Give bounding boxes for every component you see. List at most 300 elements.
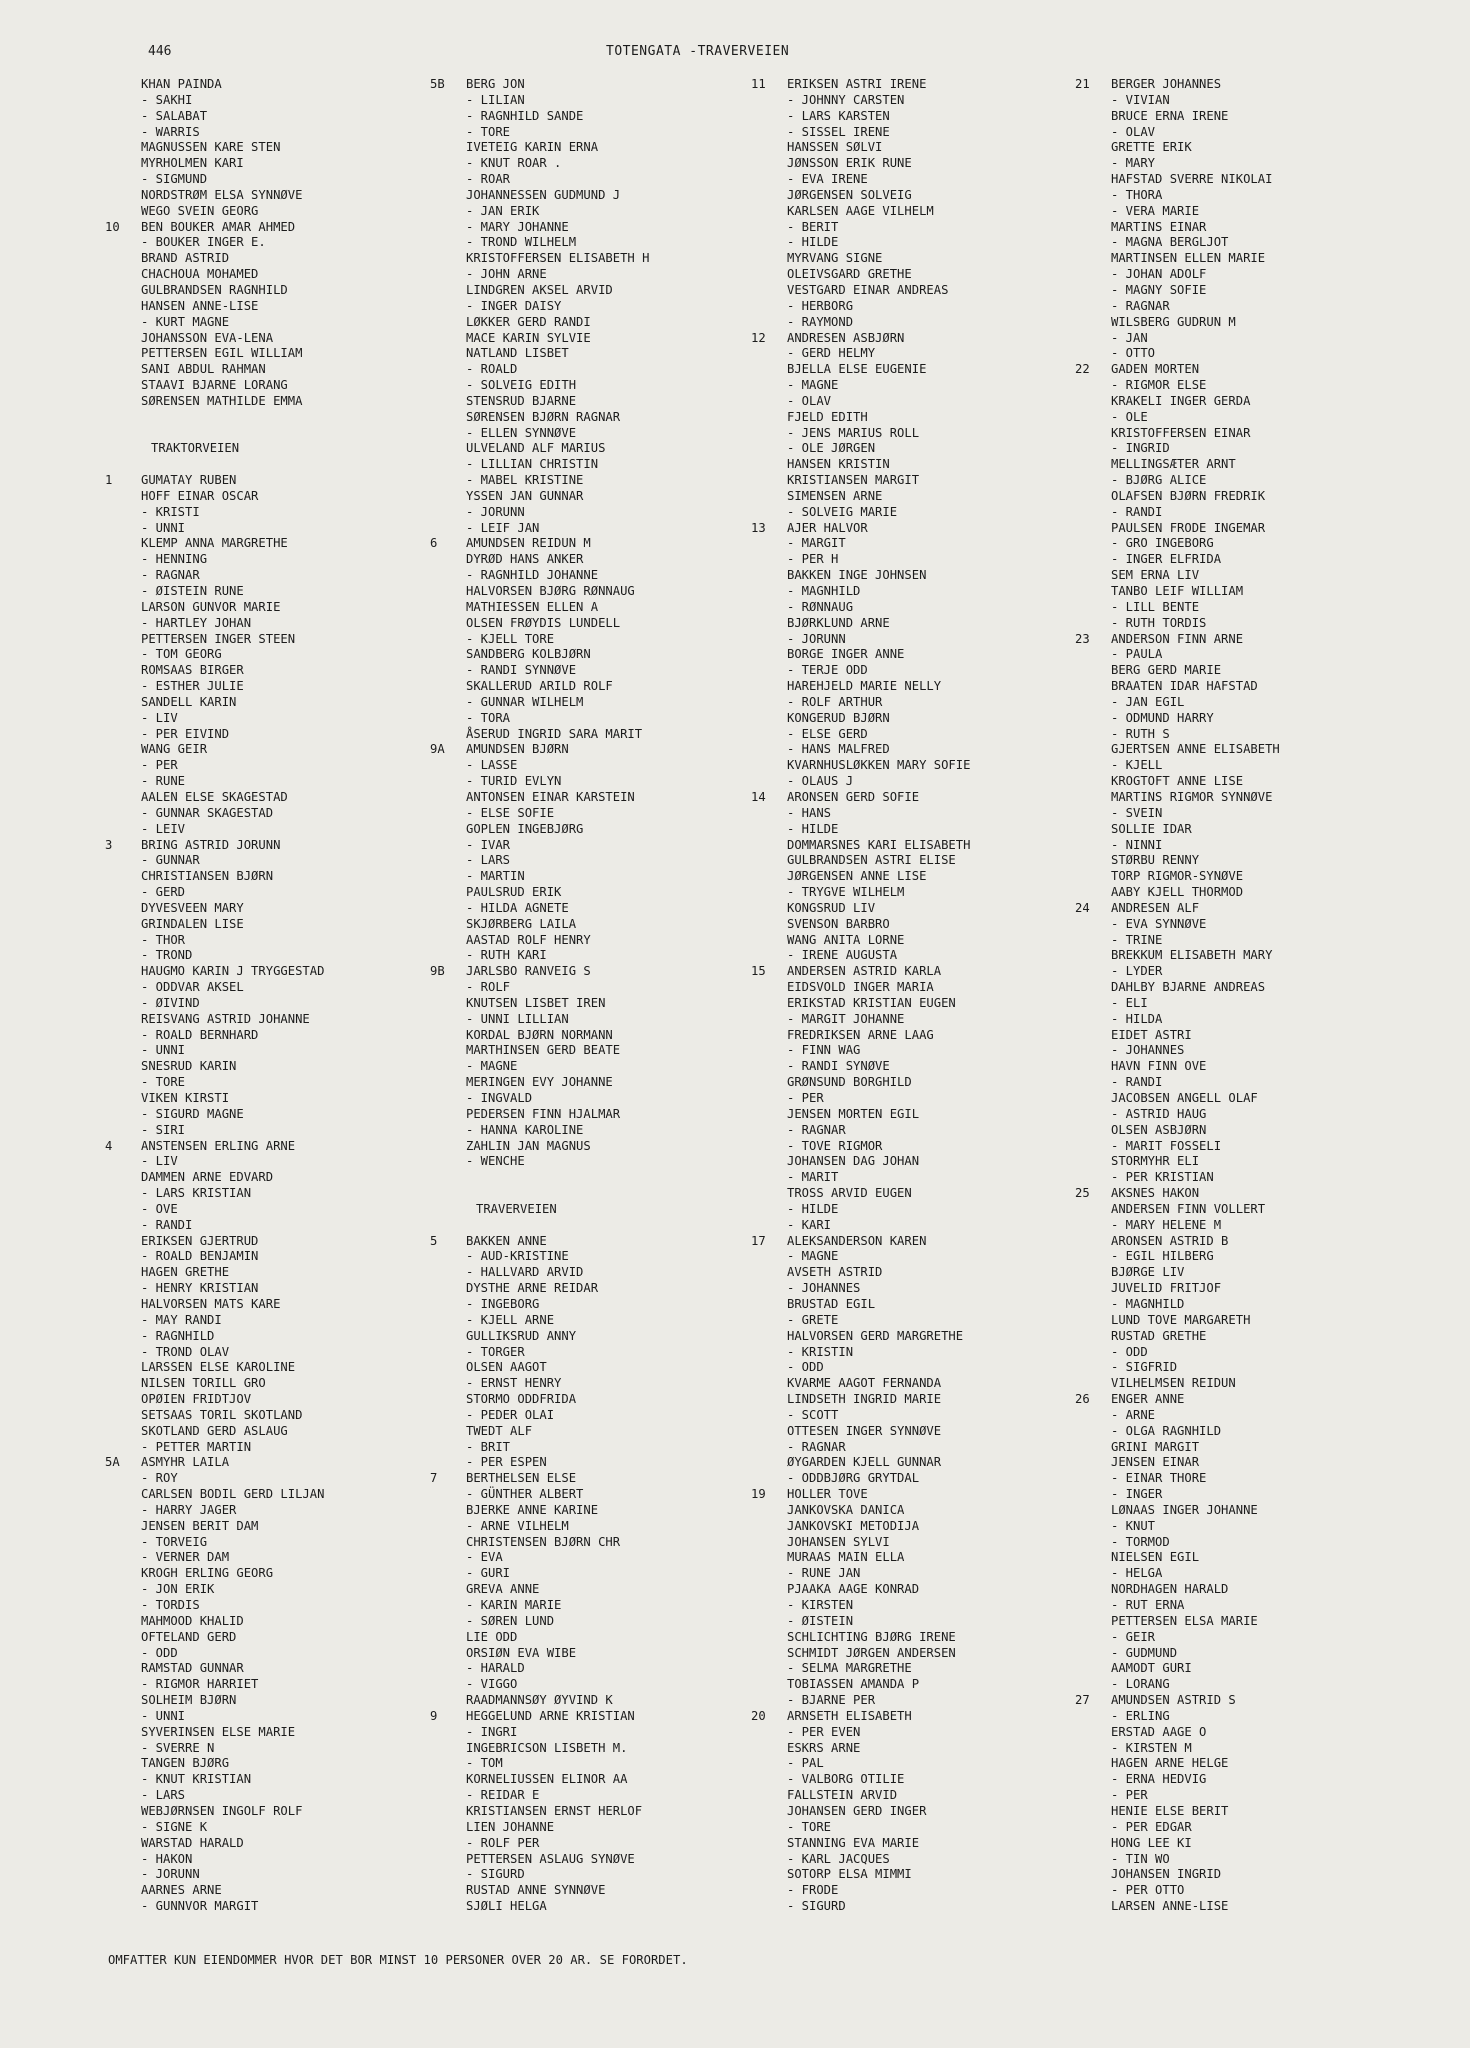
resident-name: JUVELID FRITJOF [1111, 1281, 1222, 1296]
resident-line [141, 632, 324, 648]
resident-line [787, 774, 970, 790]
resident-line [141, 584, 324, 600]
resident-line [141, 1535, 324, 1551]
resident-name: - KARIN MARIE [466, 1598, 562, 1612]
resident-line [141, 1661, 324, 1677]
resident-line [466, 521, 649, 537]
resident-name: - AUD-KRISTINE [466, 1249, 569, 1264]
resident-name: JOHANSEN SYLVI [787, 1534, 890, 1549]
resident-line [105, 837, 324, 854]
resident-line [787, 1455, 970, 1471]
resident-line [466, 1503, 649, 1519]
resident-name: HEGGELUND ARNE KRISTIAN [466, 1708, 635, 1723]
resident-line [141, 774, 324, 790]
resident-name: KROGTOFT ANNE LISE [1111, 774, 1244, 789]
resident-line [141, 521, 324, 537]
resident-name: MAHMOOD KHALID [141, 1613, 244, 1628]
resident-line [1111, 1218, 1280, 1234]
resident-name: LARSEN ANNE-LISE [1111, 1899, 1229, 1914]
resident-line [1111, 1772, 1280, 1788]
resident-name: OTTESEN INGER SYNNØVE [787, 1423, 942, 1438]
resident-name: CARLSEN BODIL GERD LILJAN [141, 1487, 325, 1502]
resident-name: - ODMUND HARRY [1111, 710, 1214, 725]
resident-line [466, 1535, 649, 1551]
resident-line [466, 188, 649, 204]
resident-line [1111, 647, 1280, 663]
house-number: 22 [1075, 362, 1090, 377]
resident-name: - UNNI [141, 1708, 186, 1723]
resident-name: ANDERSEN ASTRID KARLA [787, 964, 942, 979]
resident-line [787, 172, 970, 188]
resident-line [141, 457, 324, 473]
resident-line [466, 426, 649, 442]
resident-name: JOHANSEN INGRID [1111, 1867, 1222, 1882]
resident-line [141, 1725, 324, 1741]
resident-name: ERIKSEN GJERTRUD [141, 1233, 259, 1248]
resident-name: JANKOVSKA DANICA [787, 1502, 905, 1517]
resident-name: - HAKON [141, 1851, 193, 1866]
resident-name: STANNING EVA MARIE [787, 1835, 920, 1850]
resident-line [466, 1249, 649, 1265]
resident-name: BERG JON [466, 77, 525, 91]
resident-name: - INGER [1111, 1487, 1163, 1502]
resident-name: - BJARNE PER [787, 1693, 876, 1708]
resident-name: ARONSEN ASTRID B [1111, 1233, 1229, 1248]
resident-name: - LASSE [466, 758, 518, 773]
resident-name: MAGNUSSEN KARE STEN [141, 140, 281, 155]
resident-line [1111, 1249, 1280, 1265]
resident-name: ALEKSANDERSON KAREN [787, 1233, 927, 1248]
resident-line [1111, 220, 1280, 236]
resident-name: - ARNE [1111, 1407, 1156, 1422]
resident-line [466, 632, 649, 648]
resident-name: STØRBU RENNY [1111, 853, 1200, 868]
resident-name: - KIRSTEN M [1111, 1740, 1192, 1755]
house-number: 24 [1075, 900, 1090, 915]
resident-line [1111, 869, 1280, 885]
resident-name: ASMYHR LAILA [141, 1455, 230, 1470]
resident-line [787, 140, 970, 156]
resident-line [466, 1598, 649, 1614]
resident-name: - KNUT [1111, 1518, 1156, 1533]
resident-line [466, 109, 649, 125]
resident-name: KVARME AAGOT FERNANDA [787, 1376, 942, 1391]
resident-name: ESKRS ARNE [787, 1740, 861, 1755]
resident-line [1111, 1329, 1280, 1345]
resident-line [141, 1630, 324, 1646]
resident-name: KRISTOFFERSEN ELISABETH H [466, 251, 650, 266]
resident-name: HAREHJELD MARIE NELLY [787, 679, 942, 694]
resident-line [787, 948, 970, 964]
resident-name: - MAGNE [787, 1249, 839, 1264]
resident-name: TANBO LEIF WILLIAM [1111, 584, 1244, 598]
resident-name: - ODD [1111, 1344, 1148, 1359]
resident-line [787, 1598, 970, 1614]
resident-line [787, 1630, 970, 1646]
resident-line [1111, 1661, 1280, 1677]
resident-name: - HELGA [1111, 1566, 1163, 1581]
resident-name: - RAGNAR [1111, 298, 1170, 313]
resident-name: SJØLI HELGA [466, 1899, 547, 1914]
resident-name: KLEMP ANNA MARGRETHE [141, 536, 288, 551]
resident-name: MATHIESSEN ELLEN A [466, 599, 599, 614]
resident-line [787, 1154, 970, 1170]
resident-line [466, 663, 649, 679]
resident-line [141, 869, 324, 885]
resident-line [787, 1329, 970, 1345]
resident-line [141, 663, 324, 679]
resident-line [466, 1646, 649, 1662]
resident-line [787, 663, 970, 679]
house-number: 17 [751, 1233, 766, 1248]
resident-name: GULLIKSRUD ANNY [466, 1328, 577, 1343]
resident-name: OLAFSEN BJØRN FREDRIK [1111, 488, 1266, 503]
resident-name: SOTORP ELSA MIMMI [787, 1867, 912, 1882]
resident-name: NORDSTRØM ELSA SYNNØVE [141, 187, 303, 202]
resident-line [141, 109, 324, 125]
resident-line [141, 125, 324, 141]
resident-line [141, 235, 324, 251]
resident-name: HANSEN KRISTIN [787, 457, 890, 472]
resident-line [466, 1424, 649, 1440]
resident-name: - TROND OLAV [141, 1344, 230, 1359]
resident-line [1111, 838, 1280, 854]
resident-name: - LORANG [1111, 1677, 1170, 1692]
house-number: 26 [1075, 1392, 1090, 1407]
resident-line [141, 1741, 324, 1757]
resident-line [466, 93, 649, 109]
resident-line [1111, 267, 1280, 283]
resident-name: PETTERSEN INGER STEEN [141, 631, 296, 646]
resident-name: PETTERSEN EGIL WILLIAM [141, 346, 303, 361]
resident-line [466, 1852, 649, 1868]
resident-name: RUSTAD GRETHE [1111, 1328, 1207, 1343]
resident-name: TORP RIGMOR-SYNØVE [1111, 869, 1244, 884]
resident-name: - PER [1111, 1788, 1148, 1803]
resident-line [430, 1471, 649, 1487]
resident-name: - EINAR THORE [1111, 1471, 1207, 1486]
resident-line [141, 156, 324, 172]
resident-line [1111, 1345, 1280, 1361]
resident-line [141, 1756, 324, 1772]
resident-name: - RANDI [1111, 1075, 1163, 1090]
resident-name: - PETTER MARTIN [141, 1439, 252, 1454]
house-number: 6 [430, 536, 438, 551]
resident-line [466, 1107, 649, 1123]
resident-line [787, 838, 970, 854]
resident-line [1075, 362, 1280, 378]
resident-line [466, 1281, 649, 1297]
resident-name: ANTONSEN EINAR KARSTEIN [466, 789, 635, 804]
house-number: 3 [105, 837, 113, 852]
resident-name: GRØNSUND BORGHILD [787, 1075, 912, 1090]
resident-line [466, 1566, 649, 1582]
resident-line [1111, 1154, 1280, 1170]
resident-name: SETSAAS TORIL SKOTLAND [141, 1407, 303, 1422]
resident-line [466, 1820, 649, 1836]
resident-name: - RAYMOND [787, 314, 854, 329]
resident-name: GADEN MORTEN [1111, 362, 1200, 377]
resident-name: KONGSRUD LIV [787, 900, 876, 915]
resident-name: PAULSRUD ERIK [466, 885, 562, 900]
resident-line [787, 1281, 970, 1297]
resident-line [1111, 806, 1280, 822]
resident-name: VIKEN KIRSTI [141, 1091, 230, 1105]
resident-line [787, 647, 970, 663]
resident-line [787, 109, 970, 125]
resident-name: NORDHAGEN HARALD [1111, 1582, 1229, 1597]
resident-name: - SIGURD [466, 1867, 525, 1882]
resident-name: - SIGURD MAGNE [141, 1106, 244, 1121]
resident-line [1111, 552, 1280, 568]
resident-name: - MARIT [787, 1170, 839, 1185]
resident-line [1111, 235, 1280, 251]
resident-line [1111, 1852, 1280, 1868]
resident-line [466, 1265, 649, 1281]
resident-line [466, 933, 649, 949]
resident-line [1111, 1503, 1280, 1519]
resident-name: SOLLIE IDAR [1111, 821, 1192, 836]
resident-name: - HALLVARD ARVID [466, 1265, 584, 1280]
house-number: 7 [430, 1471, 438, 1486]
resident-line [141, 1424, 324, 1440]
resident-name: JENSEN EINAR [1111, 1455, 1200, 1470]
resident-line [787, 1566, 970, 1582]
resident-line [1111, 172, 1280, 188]
resident-line [466, 1123, 649, 1139]
resident-line [466, 346, 649, 362]
resident-name: - RUTH KARI [466, 948, 547, 963]
resident-name: - GUNNAR [141, 853, 200, 868]
resident-line [466, 822, 649, 838]
resident-name: - INGER DAISY [466, 298, 562, 313]
resident-line [1111, 1281, 1280, 1297]
resident-name: - ELI [1111, 995, 1148, 1010]
resident-line [141, 600, 324, 616]
resident-line [1111, 299, 1280, 315]
resident-line [466, 1313, 649, 1329]
page-title: TOTENGATA -TRAVERVEIEN [606, 44, 790, 59]
resident-line [787, 1677, 970, 1693]
resident-name: KNUTSEN LISBET IREN [466, 995, 606, 1010]
resident-name: - JOHNNY CARSTEN [787, 92, 905, 107]
resident-line [787, 536, 970, 552]
resident-name: TWEDT ALF [466, 1423, 533, 1438]
resident-name: - JOHANNES [1111, 1043, 1185, 1058]
resident-name: SANI ABDUL RAHMAN [141, 362, 266, 377]
resident-name: - GUNNAR WILHELM [466, 694, 584, 709]
resident-name: OLSEN FRØYDIS LUNDELL [466, 615, 621, 630]
resident-name: - VERNER DAM [141, 1550, 230, 1565]
resident-line [787, 1123, 970, 1139]
resident-line [787, 1313, 970, 1329]
resident-line [466, 251, 649, 267]
resident-name: HANSEN ANNE-LISE [141, 298, 259, 313]
resident-name: KHAN PAINDA [141, 77, 222, 91]
resident-name: - ODDVAR AKSEL [141, 980, 244, 995]
resident-name: - OTTO [1111, 346, 1156, 361]
resident-name: - PER KRISTIAN [1111, 1170, 1214, 1185]
resident-name: KONGERUD BJØRN [787, 710, 890, 725]
resident-name: AARNES ARNE [141, 1883, 222, 1898]
resident-name: - IVAR [466, 837, 511, 852]
resident-name: JOHANNESSEN GUDMUND J [466, 187, 621, 202]
resident-name: - ØIVIND [141, 995, 200, 1010]
resident-line [141, 1646, 324, 1662]
resident-line [466, 394, 649, 410]
resident-name: PEDERSEN FINN HJALMAR [466, 1106, 621, 1121]
resident-name: - INGRI [466, 1724, 518, 1739]
resident-line [466, 315, 649, 331]
resident-line [1111, 473, 1280, 489]
footer-note: OMFATTER KUN EIENDOMMER HVOR DET BOR MINST 10 PERSONER OVER 20 AR. SE FORORDET. [108, 1953, 688, 1967]
resident-line [787, 996, 970, 1012]
resident-line [105, 473, 324, 489]
resident-line [466, 1376, 649, 1392]
resident-name: SEM ERNA LIV [1111, 568, 1200, 583]
resident-line [1111, 1899, 1280, 1915]
resident-line [787, 1186, 970, 1202]
resident-name: - LARS [466, 853, 511, 868]
resident-name: JENSEN MORTEN EGIL [787, 1106, 920, 1121]
resident-line [1075, 1693, 1280, 1709]
resident-name: NATLAND LISBET [466, 346, 569, 361]
resident-name: BJØRKLUND ARNE [787, 615, 890, 630]
resident-name: WANG ANITA LORNE [787, 932, 905, 947]
resident-name: - SØREN LUND [466, 1613, 555, 1628]
resident-name: JARLSBO RANVEIG S [466, 964, 591, 979]
resident-name: - SIRI [141, 1122, 186, 1137]
resident-line [141, 917, 324, 933]
resident-name: KARLSEN AAGE VILHELM [787, 203, 934, 218]
resident-line [1111, 1709, 1280, 1725]
resident-line [141, 1820, 324, 1836]
resident-line [1111, 1820, 1280, 1836]
resident-line [141, 1281, 324, 1297]
resident-name: - ROALD BERNHARD [141, 1027, 259, 1042]
resident-line [1111, 1012, 1280, 1028]
resident-name: AKSNES HAKON [1111, 1186, 1200, 1201]
resident-line [1111, 1313, 1280, 1329]
resident-line [430, 964, 649, 980]
resident-line [466, 362, 649, 378]
resident-line [787, 1836, 970, 1852]
resident-line [466, 1170, 649, 1186]
resident-line [787, 1693, 970, 1709]
resident-line [1111, 1741, 1280, 1757]
resident-name: - TORE [466, 124, 511, 139]
resident-name: - EGIL HILBERG [1111, 1249, 1214, 1264]
resident-name: BERG GERD MARIE [1111, 663, 1222, 678]
resident-name: - SIGFRID [1111, 1360, 1178, 1375]
resident-line [141, 1218, 324, 1234]
resident-name: HOFF EINAR OSCAR [141, 488, 259, 503]
resident-line [787, 616, 970, 632]
house-number: 19 [751, 1487, 766, 1502]
resident-line [466, 125, 649, 141]
house-number: 21 [1075, 77, 1090, 91]
resident-line [466, 140, 649, 156]
resident-line [466, 1154, 649, 1170]
resident-name: MARTINS RIGMOR SYNNØVE [1111, 789, 1273, 804]
resident-line [787, 600, 970, 616]
resident-line [466, 1139, 649, 1155]
resident-line [141, 1867, 324, 1883]
resident-name: RAADMANNSØY ØYVIND K [466, 1693, 613, 1708]
resident-line [141, 489, 324, 505]
resident-name: - RIGMOR HARRIET [141, 1677, 259, 1692]
resident-name: HAGEN ARNE HELGE [1111, 1756, 1229, 1771]
resident-name: - RAGNAR [141, 568, 200, 583]
resident-line [141, 933, 324, 949]
resident-line [141, 1487, 324, 1503]
resident-line [1111, 125, 1280, 141]
resident-line [141, 1265, 324, 1281]
resident-name: STORMO ODDFRIDA [466, 1392, 577, 1407]
resident-line [141, 1091, 324, 1107]
resident-name: JØRGENSEN SOLVEIG [787, 187, 912, 202]
resident-line [141, 1154, 324, 1170]
resident-line [1111, 457, 1280, 473]
resident-line [1111, 1535, 1280, 1551]
resident-line [1111, 1566, 1280, 1582]
resident-line [141, 1408, 324, 1424]
resident-name: HAUGMO KARIN J TRYGGESTAD [141, 964, 325, 979]
resident-name: GJERTSEN ANNE ELISABETH [1111, 742, 1280, 757]
resident-name: OLEIVSGARD GRETHE [787, 267, 912, 282]
resident-name: CHRISTENSEN BJØRN CHR [466, 1534, 621, 1549]
resident-name: - TIN WO [1111, 1851, 1170, 1866]
resident-name: - PER H [787, 552, 839, 567]
resident-line [787, 204, 970, 220]
resident-name: - TORMOD [1111, 1534, 1170, 1549]
resident-line [141, 394, 324, 410]
resident-name: - TROND WILHELM [466, 235, 577, 250]
house-number: 13 [751, 520, 766, 535]
resident-name: OFTELAND GERD [141, 1629, 237, 1644]
resident-name: - SAKHI [141, 92, 193, 107]
resident-name: SKJØRBERG LAILA [466, 916, 577, 931]
resident-name: - PER ESPEN [466, 1455, 547, 1470]
resident-line [1111, 948, 1280, 964]
house-number: 20 [751, 1708, 766, 1723]
resident-line [1111, 489, 1280, 505]
resident-name: - LILLIAN CHRISTIN [466, 457, 599, 472]
resident-line [141, 1202, 324, 1218]
resident-name: GOPLEN INGEBJØRG [466, 821, 584, 836]
resident-line [466, 1075, 649, 1091]
resident-line [1111, 1646, 1280, 1662]
resident-name: GULBRANDSEN ASTRI ELISE [787, 853, 956, 868]
resident-name: MARTINS EINAR [1111, 219, 1207, 234]
resident-line [466, 1059, 649, 1075]
resident-line [141, 378, 324, 394]
resident-line [141, 1075, 324, 1091]
resident-name: HAFSTAD SVERRE NIKOLAI [1111, 172, 1273, 187]
resident-line [141, 1598, 324, 1614]
resident-name: SKOTLAND GERD ASLAUG [141, 1423, 288, 1438]
resident-line [141, 1392, 324, 1408]
resident-name: DAMMEN ARNE EDVARD [141, 1170, 274, 1185]
resident-name: SØRENSEN MATHILDE EMMA [141, 393, 303, 408]
resident-name: - RANDI SYNNØVE [466, 663, 577, 678]
resident-name: - RAGNAR [787, 1122, 846, 1137]
resident-name: - SIGNE K [141, 1819, 208, 1834]
resident-line [751, 1487, 970, 1503]
resident-name: TROSS ARVID EUGEN [787, 1186, 912, 1201]
resident-name: - KRISTI [141, 504, 200, 519]
resident-line [466, 584, 649, 600]
